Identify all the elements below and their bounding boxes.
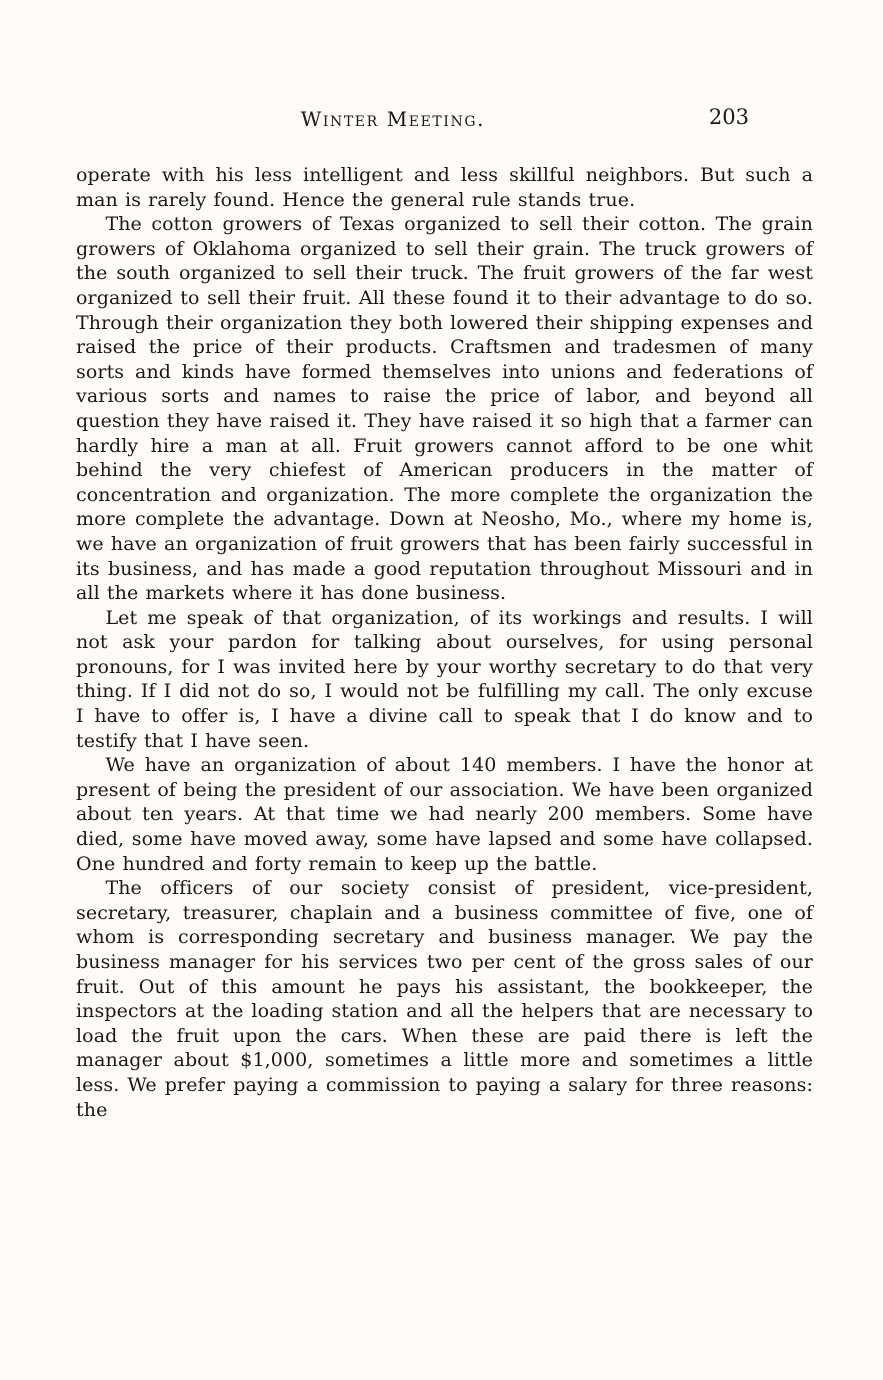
paragraph: operate with his less intelligent and less skillful neighbors. But such a man is rarely found. Hence the general rule stands true.: [76, 164, 813, 211]
paragraph: Let me speak of that organization, of its workings and results. I will not ask your pardon for talking about ourselves, for using personal pronouns, for I was invited here by your worthy secretary to do that very thing. If I did not do so, I would not be fulfilling my call. The only excuse I have to offer is, I have a divine call to speak that I do know and to testify that I have seen.: [76, 606, 813, 752]
paragraph: The officers of our society consist of president, vice-president, secretary, treasurer, chaplain and a business committee of five, one of whom is corresponding secretary and business manager. We pay the business manager for his services two per cent of the gross sales of our fruit. Out of this amount he pays his assistant, the bookkeeper, the inspectors at the loading station and all the helpers that are necessary to load the fruit upon the cars. When these are paid there is left the manager about $1,000, sometimes a little more and sometimes a little less. We prefer paying a commission to paying a salary for three reasons: the: [76, 877, 813, 1121]
paragraph: The cotton growers of Texas organized to sell their cotton. The grain growers of Oklahoma organized to sell their grain. The truck growers of the south organized to sell their truck. The fruit growers of the far west organized to sell their fruit. All these found it to their advantage to do so. Through their organization they both lowered their shipping expenses and raised the price of their products. Craftsmen and tradesmen of many sorts and kinds have formed themselves into unions and federations of various sorts and names to raise the price of labor, and beyond all question they have raised it. They have raised it so high that a farmer can hardly hire a man at all. Fruit growers cannot afford to be one whit behind the very chiefest of American producers in the matter of concentration and organization. The more complete the organization the more complete the advantage. Down at Neosho, Mo., where my home is, we have an organization of fruit growers that has been fairly successful in its business, and has made a good reputation throughout Missouri and in all the markets where it has done business.: [76, 213, 813, 605]
page-body: [76, 163, 813, 1122]
page-number: 203: [708, 105, 749, 129]
paragraph: We have an organization of about 140 members. I have the honor at present of being the president of our association. We have been organized about ten years. At that time we had nearly 200 members. Some have died, some have moved away, some have lapsed and some have collapsed. One hundred and forty remain to keep up the battle.: [76, 754, 813, 875]
page-header: [76, 107, 813, 133]
running-head-title: Winter Meeting.: [300, 107, 486, 131]
